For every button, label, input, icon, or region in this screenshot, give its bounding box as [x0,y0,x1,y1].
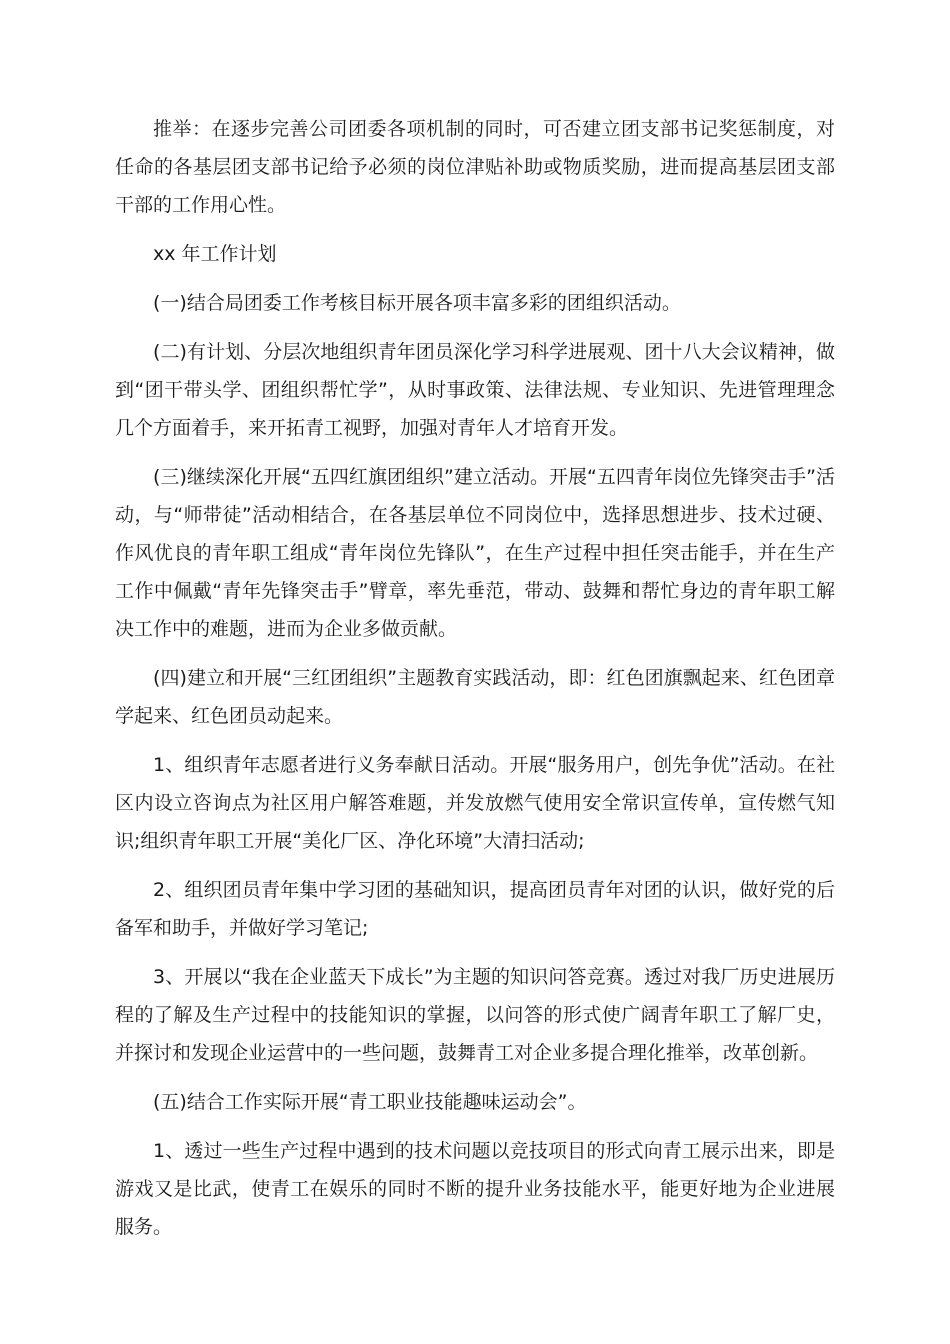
paragraph-item-3: (三)继续深化开展“五四红旗团组织”建立活动。开展“五四青年岗位先锋突击手”活动，与“师带徒”活动相结合，在各基层单位不同岗位中，选择思想进步、技术过硬、作风优良的青年职工组成“青年岗位先锋队”，在生产过程中担任突击能手，并在生产工作中佩戴“青年先锋突击手”臂章，率先垂范，带动、鼓舞和帮忙身边的青年职工解决工作中的难题，进而为企业多做贡献。 [115,466,835,640]
paragraph-subitem-4-3: 3、开展以“我在企业蓝天下成长”为主题的知识问答竞赛。透过对我厂历史进展历程的了解及生产过程中的技能知识的掌握，以问答的形式使广阔青年职工了解厂史，并探讨和发现企业运营中的一些问题，鼓舞青工对企业多提合理化推举，改革创新。 [115,966,835,1064]
paragraph-subitem-4-1: 1、组织青年志愿者进行义务奉献日活动。开展“服务用户，创先争优”活动。在社区内设立咨询点为社区用户解答难题，并发放燃气使用安全常识宣传单，宣传燃气知识;组织青年职工开展“美化厂区、净化环境”大清扫活动; [115,754,835,852]
paragraph-recommendation: 推举：在逐步完善公司团委各项机制的同时，可否建立团支部书记奖惩制度，对任命的各基层团支部书记给予必须的岗位津贴补助或物质奖励，进而提高基层团支部干部的工作用心性。 [115,118,835,216]
paragraph-item-5: (五)结合工作实际开展“青工职业技能趣味运动会”。 [153,1091,587,1113]
document-body [115,110,835,1257]
paragraph-item-4: (四)建立和开展“三红团组织”主题教育实践活动，即：红色团旗飘起来、红色团章学起来、红色团员动起来。 [115,667,835,727]
paragraph-subitem-5-1: 1、透过一些生产过程中遇到的技术问题以竞技项目的形式向青工展示出来，即是游戏又是比武，使青工在娱乐的同时不断的提升业务技能水平，能更好地为企业进展服务。 [115,1140,835,1238]
paragraph-subitem-4-2: 2、组织团员青年集中学习团的基础知识，提高团员青年对团的认识，做好党的后备军和助手，并做好学习笔记; [115,879,835,939]
paragraph-heading-work-plan: xx 年工作计划 [153,243,277,265]
paragraph-item-1: (一)结合局团委工作考核目标开展各项丰富多彩的团组织活动。 [153,292,681,314]
paragraph-item-2: (二)有计划、分层次地组织青年团员深化学习科学进展观、团十八大会议精神，做到“团干带头学、团组织帮忙学”，从时事政策、法律法规、专业知识、先进管理理念几个方面着手，来开拓青工视野，加强对青年人才培育开发。 [115,341,835,439]
